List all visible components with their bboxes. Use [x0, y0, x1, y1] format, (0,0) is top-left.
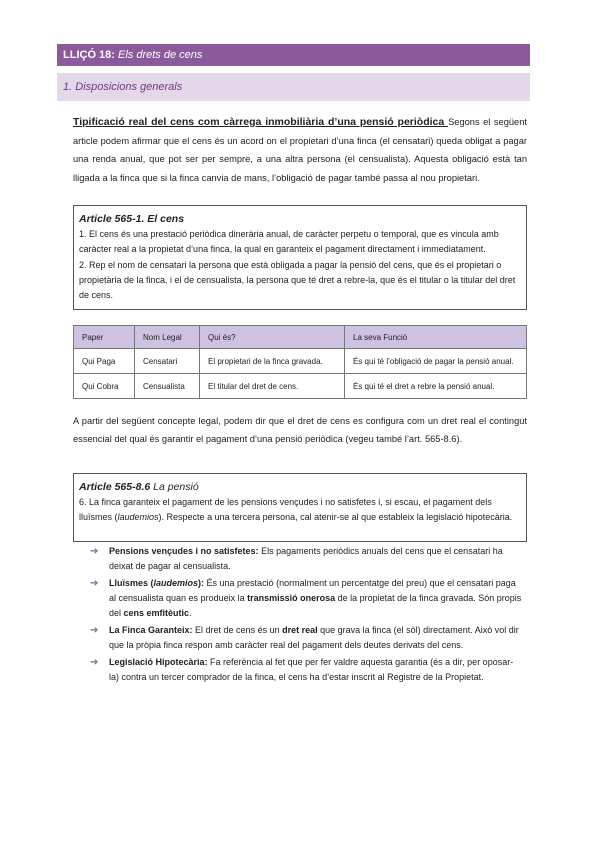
- roles-table: [73, 325, 527, 399]
- article-565-8-6-paragraph: [79, 495, 521, 526]
- article-565-1-box: [73, 205, 527, 310]
- list-item: [90, 576, 522, 622]
- section-title: 1. Disposicions generals: [57, 73, 530, 101]
- table-header-row: [74, 326, 527, 349]
- arrow-right-icon: ➔: [90, 625, 99, 637]
- article-565-8-6-text-italic: laudemios: [117, 512, 159, 523]
- article-565-8-6-text-a: 6. La finca garanteix el pagament de les pensions vençudes i no satisfetes i, si escau, el pagament dels lluïsmes (: [79, 497, 492, 523]
- bullet-text-bold: cens emfitèutic: [123, 608, 190, 619]
- list-item: [90, 623, 522, 653]
- table-header: La seva Funció: [345, 326, 527, 349]
- bullet-text: que grava la finca (el sòl) directament. Això vol dir que la pròpia finca respon amb caràcter real del pagament dels deutes derivats del cens.: [109, 625, 519, 651]
- table-cell: El titular del dret de cens.: [200, 374, 345, 399]
- arrow-right-icon: ➔: [90, 656, 99, 668]
- table-row: [74, 349, 527, 374]
- concept-paragraph: A partir del següent concepte legal, podem dir que el dret de cens es configura com un dret real el contingut essencial del qual és garantir el pagament d’una pensió periòdica (vegeu també l’art. 565-8.6).: [73, 416, 527, 444]
- table-cell: Qui Paga: [74, 349, 135, 374]
- article-565-8-6-title-name: La pensió: [153, 481, 199, 493]
- table-cell: Censatari: [135, 349, 200, 374]
- intro-text: Segons el següent article podem afirmar que el cens és un acord on el propietari d’una finca (el censatari) queda obligat a pagar una renda anual, que pot ser per sempre, a una altra persona (el censualista). Aquesta obligació està tan lligada a la finca que si la finca canvia de mans, l’obligació de pagar també passa al nou propietari.: [73, 117, 527, 183]
- intro-paragraph: [73, 113, 527, 187]
- bullet-term-end: ):: [198, 577, 205, 588]
- table-cell: Censualista: [135, 374, 200, 399]
- article-565-1-paragraph-2: 2. Rep el nom de censatari la persona que està obligada a pagar la pensió del cens, que és el propietari o propietària de la finca, i el de censualista, la persona que té dret a rebre-la, que és el titular o la titular del dret de cens.: [79, 259, 516, 301]
- bullet-text-bold: transmissió onerosa: [247, 593, 336, 604]
- arrow-right-icon: ➔: [90, 546, 99, 557]
- bullet-term: Lluïsmes (: [109, 577, 154, 588]
- intro-heading: Tipificació real del cens com càrrega inmobiliària d’una pensió periòdica: [73, 116, 449, 128]
- lesson-title: Els drets de cens: [118, 49, 203, 61]
- bullet-text: .: [189, 608, 192, 619]
- table-cell: El propietari de la finca gravada.: [200, 349, 345, 374]
- list-item: [90, 655, 522, 685]
- table-cell: És qui té el dret a rebre la pensió anual.: [345, 374, 527, 399]
- bullet-term: Pensions vençudes i no satisfetes:: [109, 546, 259, 556]
- table-cell: És qui té l’obligació de pagar la pensió anual.: [345, 349, 527, 374]
- table-header: Qui és?: [200, 326, 345, 349]
- bullet-text: Fa referència al fet que per fer valdre aquesta garantia (és a dir, per oposar-la) contra un tercer comprador de la finca, el cens ha d’estar inscrit al Registre de la Propietat.: [109, 656, 514, 683]
- list-item: [90, 544, 522, 574]
- article-565-8-6-box: [73, 473, 527, 542]
- bullet-term-italic: laudemios: [153, 577, 199, 588]
- table-header: Paper: [74, 326, 135, 349]
- lesson-header: [57, 44, 530, 66]
- lesson-label: LLIÇÓ 18:: [63, 49, 115, 61]
- definitions-list: [90, 544, 522, 687]
- bullet-term: La Finca Garanteix:: [109, 625, 193, 636]
- article-565-1-paragraph-1: 1. El cens és una prestació periòdica dinerària anual, de caràcter perpetu o temporal, que es vincula amb caràcter real a la propietat d’una finca, la qual en garanteix el pagament directament i immediatament.: [79, 229, 499, 255]
- bullet-term: Legislació Hipotecària:: [109, 656, 208, 667]
- article-565-1-title: Article 565-1. El cens: [79, 213, 185, 225]
- bullet-text: Els pagaments periòdics anuals del cens que el censatari ha deixat de pagar al censualista.: [109, 546, 503, 572]
- table-row: [74, 374, 527, 399]
- article-565-8-6-text-b: ). Respecte a una tercera persona, cal atenir-se al que estableix la legislació hipotecària.: [158, 512, 513, 523]
- bullet-text-bold: dret real: [282, 625, 318, 636]
- table-cell: Qui Cobra: [74, 374, 135, 399]
- table-header: Nom Legal: [135, 326, 200, 349]
- bullet-text: de la propietat de la finca gravada. Són propis del: [109, 593, 522, 619]
- bullet-text: És una prestació (normalment un percentatge del preu) que el censatari paga al censualista quan es produeix la: [109, 577, 516, 604]
- article-565-8-6-title: [79, 479, 521, 495]
- arrow-right-icon: ➔: [90, 577, 99, 589]
- article-565-8-6-title-number: Article 565-8.6: [79, 481, 154, 493]
- bullet-text: El dret de cens és un: [192, 625, 283, 636]
